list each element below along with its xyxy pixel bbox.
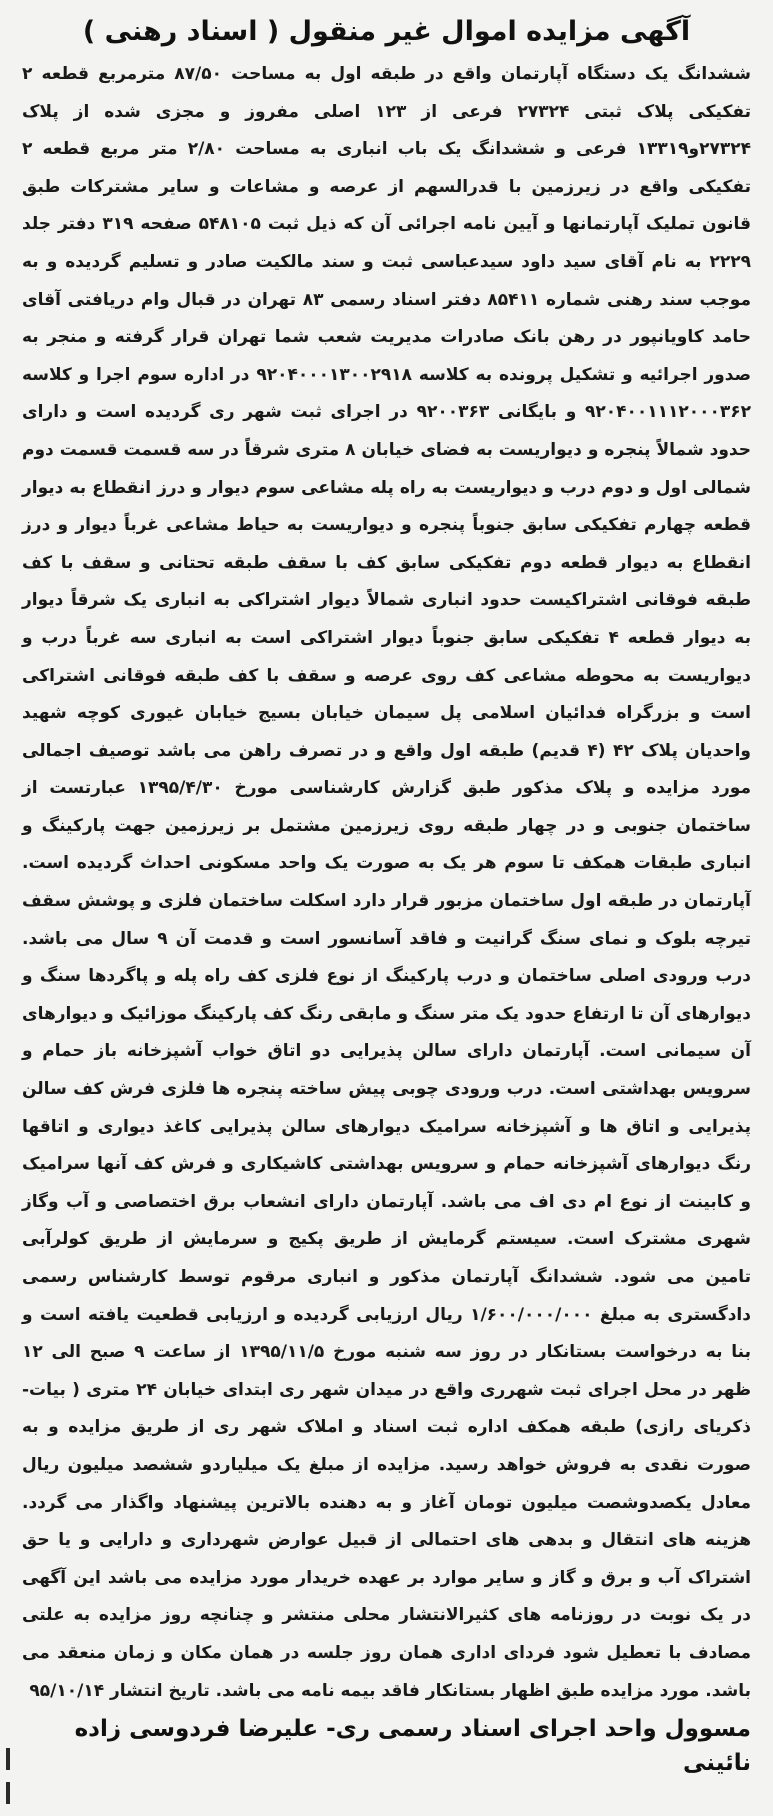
notice-body: ششدانگ یک دستگاه آپارتمان واقع در طبقه اول به مساحت ۸۷/۵۰ مترمربع قطعه ۲ تفکیکی پلاک ثبتی ۲۷۳۲۴ فرعی از ۱۲۳ اصلی مفروز و مجزی شده از پلاک ۲۷۳۲۴و۱۳۳۱۹ فرعی و ششدانگ یک باب انباری به مساحت ۲/۸۰ متر مربع قطعه ۲ تفکیکی واقع در زیرزمین با قدرالسهم از عرصه و مشاعات و سایر مشترکات طبق قانون تملیک آپارتمانها و آیین نامه اجرائی آن که ذیل ثبت ۵۴۸۱۰۵ صفحه ۳۱۹ دفتر جلد ۲۲۲۹ به نام آقای سید داود سیدعباسی ثبت و سند مالکیت صادر و تسلیم گردیده و به موجب سند رهنی شماره ۸۵۴۱۱ دفتر اسناد رسمی ۸۳ تهران در قبال وام دریافتی آقای حامد کاویانپور در رهن بانک صادرات مدیریت شعب شما تهران قرار گرفته و منجر به صدور اجرائیه و تشکیل پرونده به کلاسه ۹۲۰۴۰۰۰۱۳۰۰۲۹۱۸ در اداره سوم اجرا و کلاسه ۹۲۰۴۰۰۱۱۱۲۰۰۰۳۶۲ و بایگانی ۹۲۰۰۳۶۳ در اجرای ثبت شهر ری گردیده است و دارای حدود شمالاً پنجره و دیواریست به فضای خیابان ۸ متری شرقاً در سه قسمت قسمت دوم شمالی اول و دوم درب و دیواریست به راه پله مشاعی سوم دیوار و درز انقطاع به دیوار قطعه چهارم تفکیکی سابق جنوباً پنجره و دیواریست به حیاط مشاعی غرباً دیوار و درز انقطاع به دیوار قطعه دوم تفکیکی سابق کف با سقف طبقه تحتانی و سقف با کف طبقه فوقانی اشتراکیست حدود انباری شمالاً دیوار اشتراکی به انباری یک شرقاً دیوار به دیوار قطعه ۴ تفکیکی سابق جنوباً دیوار اشتراکی است به انباری سه غرباً درب و دیواریست به محوطه مشاعی کف روی عرصه و سقف با کف طبقه فوقانی اشتراکی است و بزرگراه فدائیان اسلامی پل سیمان خیابان بسیج خیابان غیوری کوچه شهید واحدیان پلاک ۴۲ (۴ قدیم) طبقه اول واقع و در تصرف راهن می باشد توصیف اجمالی مورد مزایده و پلاک مذکور طبق گزارش کارشناسی مورخ ۱۳۹۵/۴/۳۰ عبارتست از ساختمان جنوبی و در چهار طبقه روی زیرزمین مشتمل بر زیرزمین جهت پارکینگ و انباری طبقات همکف تا سوم هر یک به صورت یک واحد مسکونی احداث گردیده است. آپارتمان در طبقه اول ساختمان مزبور قرار دارد اسکلت ساختمان فلزی و پوشش سقف تیرچه بلوک و نمای سنگ گرانیت و فاقد آسانسور است و قدمت آن ۹ سال می باشد. درب ورودی اصلی ساختمان و درب پارکینگ از نوع فلزی کف راه پله و پاگردها سنگ و دیوارهای آن تا ارتفاع حدود یک متر سنگ و مابقی رنگ کف پارکینگ موزائیک و دیوارهای آن سیمانی است. آپارتمان دارای سالن پذیرایی دو اتاق خواب آشپزخانه باز حمام و سرویس بهداشتی است. درب ورودی چوبی پیش ساخته پنجره ها فلزی فرش کف سالن پذیرایی و اتاق ها و آشپزخانه سرامیک دیوارهای سالن پذیرایی کاغذ دیواری و اتاقها رنگ دیوارهای آشپزخانه حمام و سرویس بهداشتی کاشیکاری و فرش کف آنها سرامیک و کابینت از نوع ام دی اف می باشد. آپارتمان دارای انشعاب برق اختصاصی و آب وگاز شهری مشترک است. سیستم گرمایش از طریق پکیج و سرمایش از طریق کولرآبی تامین می شود. ششدانگ آپارتمان مذکور و انباری مرقوم توسط کارشناس رسمی دادگستری به مبلغ ۱/۶۰۰/۰۰۰/۰۰۰ ریال ارزیابی گردیده و ارزیابی قطعیت یافته است و بنا به درخواست بستانکار در روز سه شنبه مورخ ۱۳۹۵/۱۱/۵ از ساعت ۹ صبح الی ۱۲ ظهر در محل اجرای ثبت شهرری واقع در میدان شهر ری ابتدای خیابان ۲۴ متری ( بیات- ذکریای رازی) طبقه همکف اداره ثبت اسناد و املاک شهر ری از طریق مزایده و به صورت نقدی به فروش خواهد رسید. مزایده از مبلغ یک میلیاردو ششصد میلیون ریال معادل یکصدوشصت میلیون تومان آغاز و به دهنده بالاترین پیشنهاد واگذار می گردد. هزینه های انتقال و بدهی های احتمالی از قبیل عوارض شهرداری و دارایی و یا حق اشتراک آب و برق و گاز و سایر موارد بر عهده خریدار مورد مزایده می باشد این آگهی در یک نوبت در روزنامه های کثیرالانتشار محلی منتشر و چنانچه روز مزایده به علتی مصادف با تعطیل شود فردای اداری همان روز جلسه در همان مکان و زمان منعقد می باشد. مورد مزایده طبق اظهار بستانکار فاقد بیمه نامه می باشد. تاریخ انتشار ۹۵/۱۰/۱۴ [22,64,752,1701]
scan-edge-mark [6,1782,10,1804]
notice-title: آگهی مزایده اموال غیر منقول ( اسناد رهنی ) [82,16,691,47]
notice-signature: مسوول واحد اجرای اسناد رسمی ری- علیرضا فردوسی زاده نائینی [74,1716,751,1777]
scan-edge-mark [6,1748,10,1770]
